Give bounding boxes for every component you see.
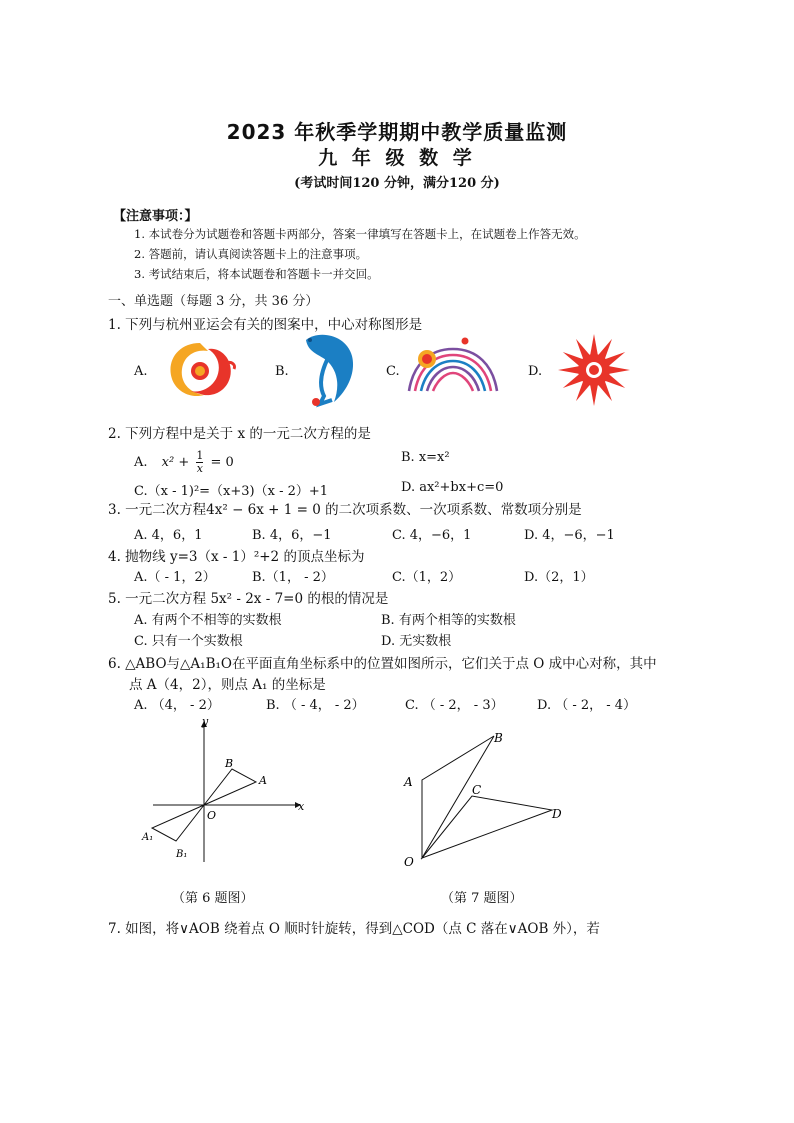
figure-6-caption: （第 6 题图） (172, 891, 254, 906)
y-axis-label: y (202, 715, 209, 728)
q2-option-a-label: A. (134, 455, 148, 470)
question-3-stem: 3. 一元二次方程4x² − 6x + 1 = 0 的二次项系数、一次项系数、常数项分别是 (108, 502, 582, 518)
q6-option-c: C. （ - 2， - 3） (405, 698, 504, 713)
point-o-label: O (404, 855, 414, 869)
q2-option-c: C.（x - 1)²=（x+3)（x - 2）+1 (134, 484, 329, 499)
q1-option-b-label: B. (275, 364, 289, 379)
q1-option-d-label: D. (528, 364, 543, 379)
q2-option-b: B. x=x² (401, 450, 450, 465)
q5-option-c: C. 只有一个实数根 (134, 634, 243, 649)
figure-6-diagram (140, 712, 320, 872)
question-6-stem-line1: 6. △ABO与△A₁B₁O在平面直角坐标系中的位置如图所示，它们关于点 O 成中心对称，其中 (108, 656, 657, 672)
notice-heading: 【注意事项：】 (113, 209, 198, 224)
triangle-aob (422, 736, 494, 858)
figure-7-caption: （第 7 题图） (441, 891, 523, 906)
point-b-label: B (494, 731, 503, 745)
q3-option-b: B. 4，6，−1 (252, 528, 332, 543)
section-heading: 一、单选题（每题 3 分，共 36 分） (108, 294, 319, 309)
q2-option-a (134, 450, 234, 475)
point-b1-label: B₁ (176, 849, 188, 860)
q2-option-a-fraction (196, 450, 203, 475)
triangle-abo (204, 769, 256, 805)
dolphin-mascot-b (298, 330, 360, 410)
q2-fraction-denominator: x (196, 462, 203, 475)
point-c-label: C (472, 783, 482, 797)
question-2-stem: 2. 下列方程中是关于 x 的一元二次方程的是 (108, 426, 371, 442)
question-4-stem: 4. 抛物线 y=3（x - 1）²+2 的顶点坐标为 (108, 549, 365, 565)
triangle-cod (422, 796, 552, 858)
sun-burst-d (556, 332, 632, 408)
point-a1-label: A₁ (142, 832, 154, 843)
q3-option-c: C. 4，−6，1 (392, 528, 472, 543)
figure-7-diagram (398, 726, 578, 871)
exam-title: 2023 年秋季学期期中教学质量监测 (226, 120, 568, 144)
x-axis-label: x (298, 800, 305, 813)
q4-option-b: B.（1， - 2） (252, 570, 334, 585)
point-a-label: A (404, 775, 413, 789)
question-1-stem: 1. 下列与杭州亚运会有关的图案中，中心对称图形是 (108, 317, 423, 333)
notice-item-1: 1. 本试卷分为试题卷和答题卡两部分，答案一律填写在答题卡上，在试题卷上作答无效。 (134, 227, 586, 241)
q4-option-c: C.（1，2） (392, 570, 462, 585)
q1-option-a-label: A. (134, 364, 148, 379)
q2-option-a-left: x² + (161, 455, 190, 470)
q3-option-a: A. 4，6，1 (134, 528, 203, 543)
q5-option-a: A. 有两个不相等的实数根 (134, 613, 282, 628)
exam-info: (考试时间120 分钟，满分120 分) (294, 176, 500, 191)
question-7-stem: 7. 如图，将∨AOB 绕着点 O 顺时针旋转，得到△COD（点 C 落在∨AOB 外），若 (108, 921, 600, 937)
rainbow-bridge-c (405, 335, 501, 395)
q2-option-a-right: = 0 (210, 455, 234, 470)
q2-fraction-numerator: 1 (196, 449, 204, 462)
exam-subtitle: 九 年 级 数 学 (318, 147, 476, 169)
point-a-label: A (259, 774, 267, 787)
point-d-label: D (552, 807, 562, 821)
q6-option-b: B. （ - 4， - 2） (266, 698, 365, 713)
q5-option-d: D. 无实数根 (381, 634, 452, 649)
q2-option-d: D. ax²+bx+c=0 (401, 480, 504, 495)
question-5-stem: 5. 一元二次方程 5x² - 2x - 7=0 的根的情况是 (108, 591, 389, 607)
asian-games-logo-a (160, 335, 240, 405)
q3-option-d: D. 4，−6，−1 (524, 528, 615, 543)
q6-option-d: D. （ - 2， - 4） (537, 698, 637, 713)
q4-option-d: D.（2，1） (524, 570, 594, 585)
notice-item-3: 3. 考试结束后，将本试题卷和答题卡一并交回。 (134, 267, 379, 281)
q1-option-c-label: C. (386, 364, 400, 379)
point-b-label: B (225, 757, 234, 770)
origin-label: O (207, 809, 217, 822)
notice-item-2: 2. 答题前，请认真阅读答题卡上的注意事项。 (134, 247, 368, 261)
question-6-stem-line2: 点 A（4，2），则点 A₁ 的坐标是 (129, 677, 326, 693)
q4-option-a: A.（ - 1，2） (134, 570, 216, 585)
triangle-a1b1o (152, 805, 204, 841)
q5-option-b: B. 有两个相等的实数根 (381, 613, 516, 628)
q6-option-a: A. （4， - 2） (134, 698, 220, 713)
